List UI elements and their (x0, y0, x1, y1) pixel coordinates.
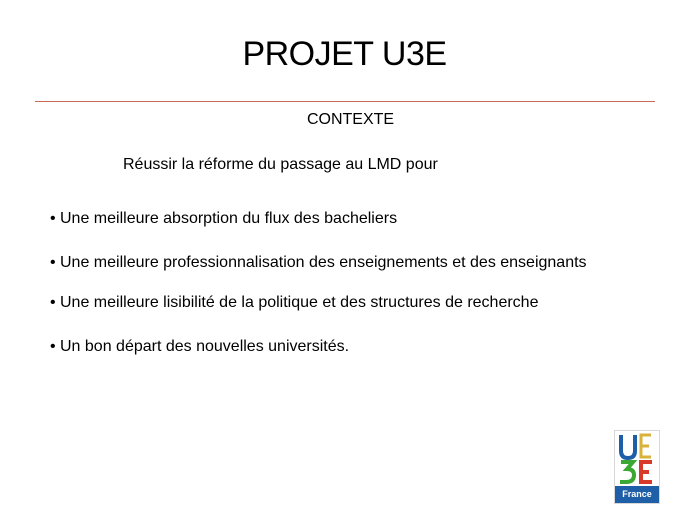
bullet-marker: • (50, 294, 56, 311)
logo-band-text: France (622, 489, 652, 499)
section-subtitle: CONTEXTE (306, 111, 395, 128)
bullet-text: Une meilleure lisibilité de la politique et des structures de recherche (60, 294, 539, 311)
bullet-text: Une meilleure professionnalisation des enseignements et des enseignants (60, 254, 587, 271)
intro-text: Réussir la réforme du passage au LMD pour (123, 156, 438, 173)
logo-three-mark (620, 462, 634, 482)
u3e-logo (614, 430, 660, 504)
bullet-marker: • (50, 338, 56, 355)
bullet-item (50, 209, 397, 229)
logo-e-mark (641, 462, 652, 482)
bullet-text: Une meilleure absorption du flux des bacheliers (60, 210, 398, 227)
bullet-text: Un bon départ des nouvelles universités. (60, 338, 350, 355)
bullet-item (50, 253, 587, 273)
bullet-item (50, 293, 538, 313)
u3e-logo-graphic (615, 431, 659, 503)
bullet-item (50, 337, 349, 357)
bullet-marker: • (50, 254, 56, 271)
logo-e-top-mark (641, 435, 651, 457)
bullet-marker: • (50, 210, 56, 227)
title-divider (35, 101, 655, 102)
logo-u-mark (621, 435, 635, 458)
slide-title: PROJET U3E (242, 35, 447, 73)
